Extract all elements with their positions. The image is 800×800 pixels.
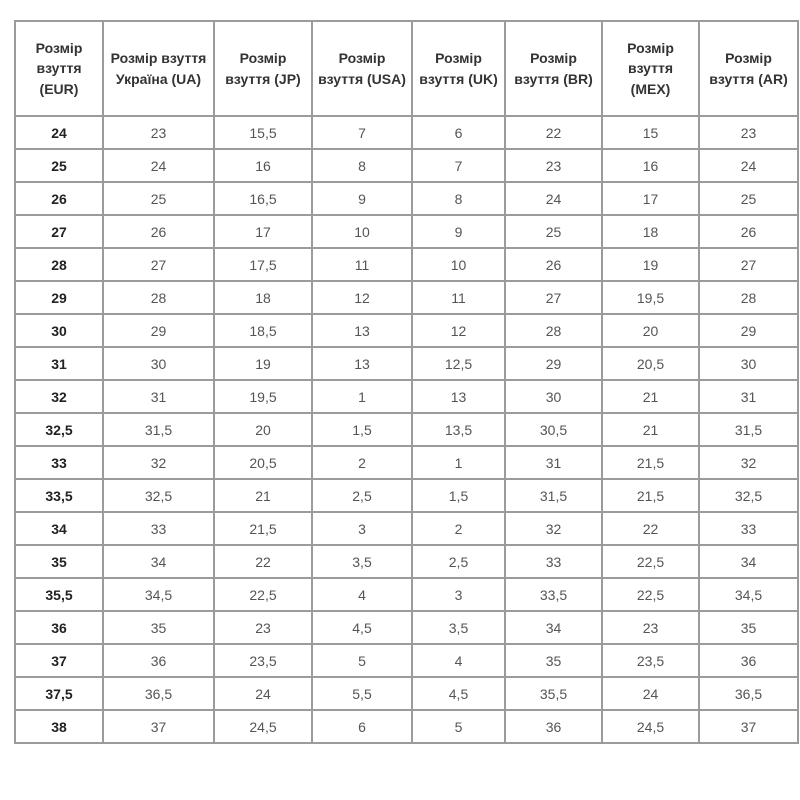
size-value-cell: 19,5 [602, 281, 699, 314]
size-value-cell: 12 [412, 314, 505, 347]
size-value-cell: 21,5 [602, 446, 699, 479]
size-value-cell: 32 [699, 446, 798, 479]
size-value-cell: 32 [505, 512, 602, 545]
size-value-cell: 34 [505, 611, 602, 644]
size-value-cell: 24 [505, 182, 602, 215]
table-row [15, 710, 798, 743]
size-value-cell: 27 [505, 281, 602, 314]
size-value-cell: 3,5 [312, 545, 412, 578]
size-value-cell: 31 [505, 446, 602, 479]
size-value-cell: 4 [412, 644, 505, 677]
size-value-cell: 10 [412, 248, 505, 281]
size-value-cell: 31 [103, 380, 214, 413]
size-value-cell: 20 [602, 314, 699, 347]
eur-size-cell: 25 [15, 149, 103, 182]
size-value-cell: 13 [412, 380, 505, 413]
size-value-cell: 37 [699, 710, 798, 743]
eur-size-cell: 24 [15, 116, 103, 149]
table-row [15, 314, 798, 347]
size-value-cell: 22,5 [602, 578, 699, 611]
eur-size-cell: 38 [15, 710, 103, 743]
size-value-cell: 35 [699, 611, 798, 644]
size-value-cell: 24,5 [214, 710, 312, 743]
table-row [15, 281, 798, 314]
size-value-cell: 1 [412, 446, 505, 479]
size-value-cell: 36,5 [103, 677, 214, 710]
size-value-cell: 34 [699, 545, 798, 578]
size-value-cell: 1 [312, 380, 412, 413]
size-value-cell: 11 [412, 281, 505, 314]
size-value-cell: 3,5 [412, 611, 505, 644]
size-value-cell: 33,5 [505, 578, 602, 611]
size-value-cell: 31,5 [699, 413, 798, 446]
eur-size-cell: 37 [15, 644, 103, 677]
table-row [15, 380, 798, 413]
size-value-cell: 31 [699, 380, 798, 413]
size-value-cell: 21 [214, 479, 312, 512]
size-value-cell: 33 [103, 512, 214, 545]
size-value-cell: 28 [103, 281, 214, 314]
table-row [15, 182, 798, 215]
size-value-cell: 1,5 [312, 413, 412, 446]
eur-size-cell: 34 [15, 512, 103, 545]
size-value-cell: 29 [103, 314, 214, 347]
header-cell-br: Розмір взуття (BR) [505, 21, 602, 116]
eur-size-cell: 30 [15, 314, 103, 347]
size-value-cell: 23,5 [214, 644, 312, 677]
size-value-cell: 36 [505, 710, 602, 743]
size-value-cell: 22 [602, 512, 699, 545]
size-value-cell: 35 [103, 611, 214, 644]
header-cell-mex: Розмір взуття (MEX) [602, 21, 699, 116]
size-value-cell: 30,5 [505, 413, 602, 446]
size-value-cell: 23,5 [602, 644, 699, 677]
size-value-cell: 35,5 [505, 677, 602, 710]
size-value-cell: 22 [505, 116, 602, 149]
eur-size-cell: 33 [15, 446, 103, 479]
size-value-cell: 23 [103, 116, 214, 149]
size-value-cell: 30 [505, 380, 602, 413]
size-value-cell: 13,5 [412, 413, 505, 446]
header-cell-ua: Розмір взуття Україна (UA) [103, 21, 214, 116]
size-value-cell: 21 [602, 413, 699, 446]
size-value-cell: 30 [103, 347, 214, 380]
size-value-cell: 36 [699, 644, 798, 677]
size-value-cell: 5 [412, 710, 505, 743]
table-row [15, 578, 798, 611]
size-value-cell: 5 [312, 644, 412, 677]
table-row [15, 644, 798, 677]
size-value-cell: 19 [602, 248, 699, 281]
size-value-cell: 36,5 [699, 677, 798, 710]
shoe-size-conversion-table [14, 20, 799, 744]
size-value-cell: 24 [699, 149, 798, 182]
size-value-cell: 4,5 [312, 611, 412, 644]
eur-size-cell: 36 [15, 611, 103, 644]
eur-size-cell: 35 [15, 545, 103, 578]
size-value-cell: 24 [214, 677, 312, 710]
size-value-cell: 17 [214, 215, 312, 248]
size-value-cell: 16 [214, 149, 312, 182]
size-value-cell: 2,5 [312, 479, 412, 512]
eur-size-cell: 26 [15, 182, 103, 215]
size-value-cell: 17 [602, 182, 699, 215]
table-row [15, 248, 798, 281]
size-value-cell: 32 [103, 446, 214, 479]
header-cell-eur: Розмір взуття (EUR) [15, 21, 103, 116]
eur-size-cell: 32 [15, 380, 103, 413]
size-value-cell: 22,5 [214, 578, 312, 611]
size-value-cell: 35 [505, 644, 602, 677]
size-value-cell: 12,5 [412, 347, 505, 380]
size-value-cell: 28 [505, 314, 602, 347]
size-value-cell: 23 [602, 611, 699, 644]
size-value-cell: 10 [312, 215, 412, 248]
table-row [15, 215, 798, 248]
size-value-cell: 7 [312, 116, 412, 149]
size-value-cell: 26 [505, 248, 602, 281]
size-value-cell: 16 [602, 149, 699, 182]
table-row [15, 677, 798, 710]
size-value-cell: 23 [505, 149, 602, 182]
eur-size-cell: 32,5 [15, 413, 103, 446]
size-value-cell: 6 [312, 710, 412, 743]
size-value-cell: 33 [699, 512, 798, 545]
size-value-cell: 34 [103, 545, 214, 578]
size-value-cell: 29 [505, 347, 602, 380]
size-value-cell: 8 [312, 149, 412, 182]
size-value-cell: 25 [505, 215, 602, 248]
size-value-cell: 1,5 [412, 479, 505, 512]
size-value-cell: 2 [412, 512, 505, 545]
size-value-cell: 21,5 [602, 479, 699, 512]
size-value-cell: 18 [214, 281, 312, 314]
size-value-cell: 3 [412, 578, 505, 611]
size-value-cell: 20,5 [602, 347, 699, 380]
size-value-cell: 24,5 [602, 710, 699, 743]
size-value-cell: 36 [103, 644, 214, 677]
size-value-cell: 24 [602, 677, 699, 710]
size-value-cell: 18 [602, 215, 699, 248]
table-row [15, 611, 798, 644]
header-cell-uk: Розмір взуття (UK) [412, 21, 505, 116]
size-value-cell: 25 [699, 182, 798, 215]
size-value-cell: 23 [699, 116, 798, 149]
table-row [15, 512, 798, 545]
size-value-cell: 21 [602, 380, 699, 413]
size-value-cell: 37 [103, 710, 214, 743]
size-value-cell: 4,5 [412, 677, 505, 710]
table-row [15, 347, 798, 380]
size-value-cell: 7 [412, 149, 505, 182]
size-value-cell: 15,5 [214, 116, 312, 149]
table-row [15, 446, 798, 479]
size-value-cell: 20,5 [214, 446, 312, 479]
size-value-cell: 16,5 [214, 182, 312, 215]
size-value-cell: 33 [505, 545, 602, 578]
table-row [15, 479, 798, 512]
size-value-cell: 22,5 [602, 545, 699, 578]
size-value-cell: 2,5 [412, 545, 505, 578]
size-value-cell: 24 [103, 149, 214, 182]
size-value-cell: 5,5 [312, 677, 412, 710]
size-value-cell: 13 [312, 347, 412, 380]
size-value-cell: 31,5 [103, 413, 214, 446]
eur-size-cell: 29 [15, 281, 103, 314]
size-value-cell: 31,5 [505, 479, 602, 512]
size-value-cell: 9 [412, 215, 505, 248]
table-row [15, 116, 798, 149]
size-value-cell: 11 [312, 248, 412, 281]
eur-size-cell: 35,5 [15, 578, 103, 611]
table-row [15, 545, 798, 578]
size-value-cell: 32,5 [103, 479, 214, 512]
size-value-cell: 19,5 [214, 380, 312, 413]
size-value-cell: 12 [312, 281, 412, 314]
size-value-cell: 22 [214, 545, 312, 578]
size-value-cell: 20 [214, 413, 312, 446]
size-value-cell: 29 [699, 314, 798, 347]
size-value-cell: 15 [602, 116, 699, 149]
size-value-cell: 25 [103, 182, 214, 215]
size-value-cell: 28 [699, 281, 798, 314]
eur-size-cell: 31 [15, 347, 103, 380]
size-value-cell: 27 [103, 248, 214, 281]
size-value-cell: 6 [412, 116, 505, 149]
size-value-cell: 26 [103, 215, 214, 248]
eur-size-cell: 27 [15, 215, 103, 248]
size-value-cell: 19 [214, 347, 312, 380]
size-value-cell: 34,5 [103, 578, 214, 611]
size-value-cell: 26 [699, 215, 798, 248]
eur-size-cell: 28 [15, 248, 103, 281]
header-row [15, 21, 798, 116]
size-value-cell: 13 [312, 314, 412, 347]
size-value-cell: 4 [312, 578, 412, 611]
size-value-cell: 21,5 [214, 512, 312, 545]
size-value-cell: 9 [312, 182, 412, 215]
size-value-cell: 3 [312, 512, 412, 545]
size-value-cell: 8 [412, 182, 505, 215]
table-row [15, 149, 798, 182]
size-value-cell: 17,5 [214, 248, 312, 281]
size-value-cell: 30 [699, 347, 798, 380]
header-cell-jp: Розмір взуття (JP) [214, 21, 312, 116]
header-cell-usa: Розмір взуття (USA) [312, 21, 412, 116]
table-row [15, 413, 798, 446]
size-value-cell: 32,5 [699, 479, 798, 512]
size-value-cell: 34,5 [699, 578, 798, 611]
size-value-cell: 23 [214, 611, 312, 644]
table-body [15, 116, 798, 743]
size-value-cell: 2 [312, 446, 412, 479]
size-value-cell: 27 [699, 248, 798, 281]
eur-size-cell: 33,5 [15, 479, 103, 512]
header-cell-ar: Розмір взуття (AR) [699, 21, 798, 116]
eur-size-cell: 37,5 [15, 677, 103, 710]
size-value-cell: 18,5 [214, 314, 312, 347]
